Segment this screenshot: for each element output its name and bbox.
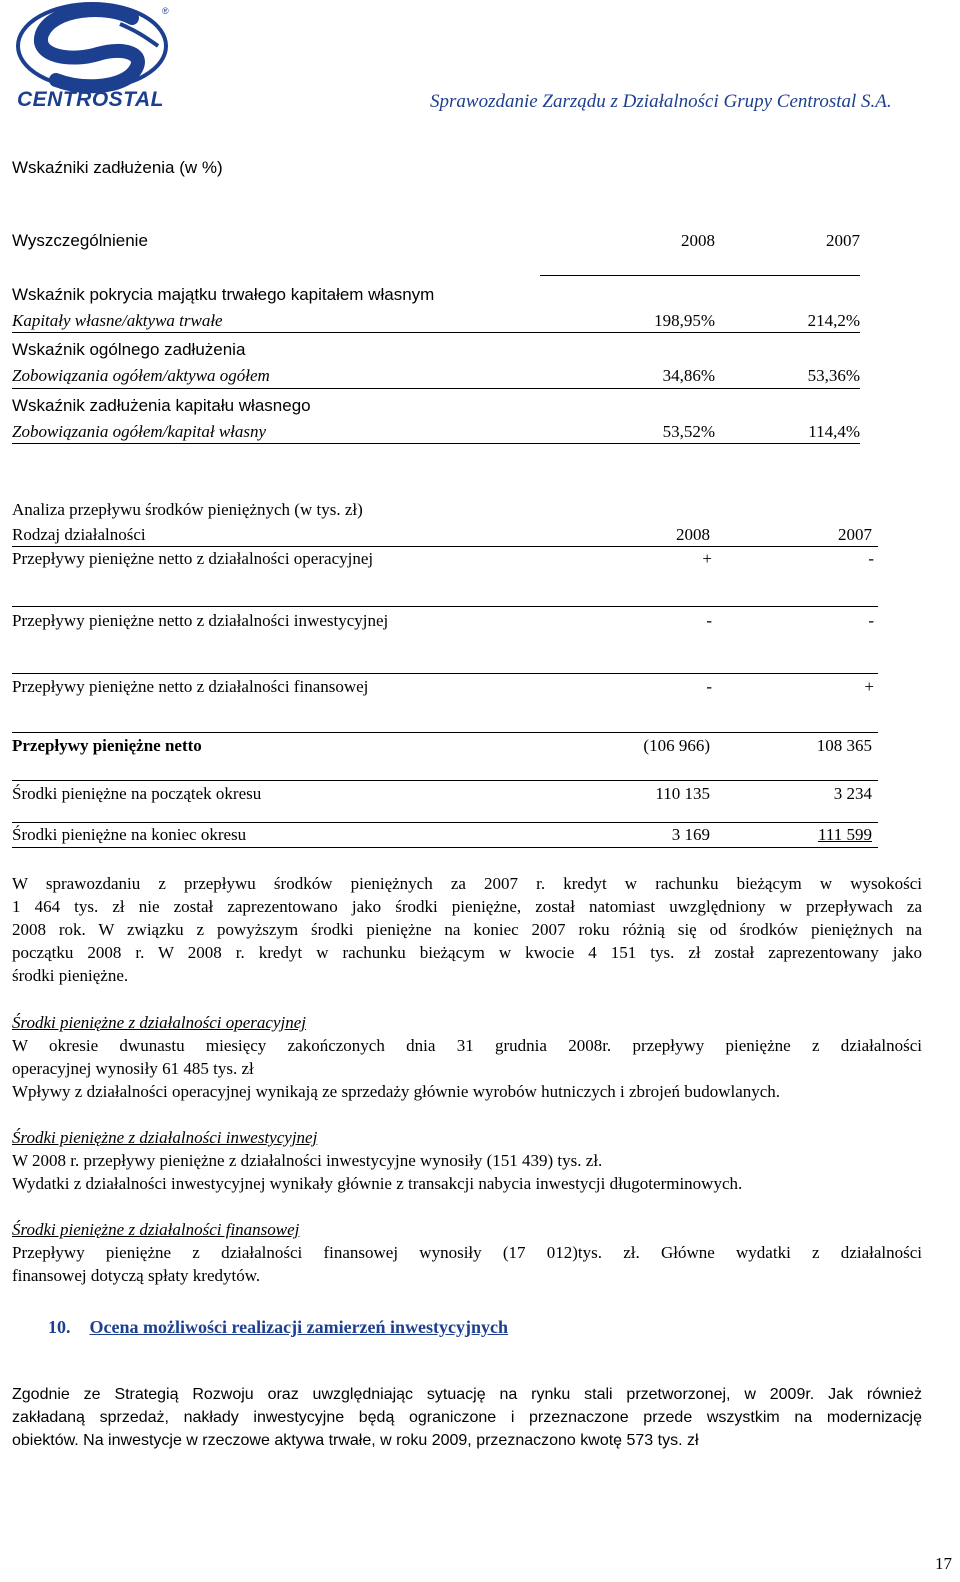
note-line: początku 2008 r. W 2008 r. kredyt w rachunku bieżącym w kwocie 4 151 tys. zł został zaprezentowany jako [12, 943, 922, 962]
cf-row-net-label: Przepływy pieniężne netto [12, 736, 202, 755]
cf-row-investing-label: Przepływy pieniężne netto z działalności inwestycyjnej [12, 611, 389, 630]
page-number: 17 [935, 1554, 952, 1573]
registered-mark: ® [162, 6, 169, 16]
cf-row-net-2007: 108 365 [816, 736, 872, 755]
debt-ratios-title: Wskaźniki zadłużenia (w %) [12, 158, 223, 177]
debt-row-rule [12, 443, 860, 444]
section-10-heading [48, 1317, 508, 1338]
debt-row-3-2007: 114,4% [808, 422, 860, 441]
note-line: środki pieniężne. [12, 966, 129, 985]
section-10-paragraph [12, 1383, 922, 1452]
investing-line: Wydatki z działalności inwestycyjnej wynikały głównie z transakcji nabycia inwestycji długoterminowych. [12, 1174, 743, 1193]
cf-row-rule [12, 780, 878, 781]
debt-row-3-2008: 53,52% [662, 422, 715, 441]
cash-flow-header-rule [12, 546, 878, 547]
cf-row-financing-label: Przepływy pieniężne netto z działalności finansowej [12, 677, 369, 696]
financing-line: Przepływy pieniężne z działalności finansowej wynosiły (17 012)tys. zł. Główne wydatki z działalności [12, 1243, 922, 1262]
cf-row-rule [12, 822, 878, 823]
report-title: Sprawozdanie Zarządu z Działalności Grupy Centrostal S.A. [430, 91, 892, 112]
operating-heading: Środki pieniężne z działalności operacyjnej [12, 1013, 306, 1032]
debt-row-2-name: Wskaźnik ogólnego zadłużenia [12, 340, 246, 359]
debt-row-3-formula: Zobowiązania ogółem/kapitał własny [12, 422, 267, 441]
cash-flow-year-2007: 2007 [838, 525, 872, 544]
debt-row-2-2007: 53,36% [807, 366, 860, 385]
cf-row-opening-2007: 3 234 [833, 784, 872, 803]
section-10-line: Zgodnie ze Strategią Rozwoju oraz uwzględniając sytuację na rynku stali przetworzonej, w 2009r. Jak również [12, 1386, 922, 1403]
operating-line: operacyjnej wynosiły 61 485 tys. zł [12, 1059, 254, 1078]
operating-section [12, 1011, 922, 1103]
note-line: W sprawozdaniu z przepływu środków pieniężnych za 2007 r. kredyt w rachunku bieżącym w wysokości [12, 874, 922, 893]
cf-row-rule [12, 847, 878, 848]
section-10-line: obiektów. Na inwestycje w rzeczowe aktywa trwałe, w roku 2009, przeznaczono kwotę 573 tys. zł [12, 1432, 699, 1449]
financing-section [12, 1218, 922, 1287]
cf-row-financing-2007: + [864, 677, 874, 696]
debt-row-1-2008: 198,95% [654, 311, 715, 330]
cf-row-operating-label: Przepływy pieniężne netto z działalności operacyjnej [12, 549, 374, 568]
debt-year-2008: 2008 [681, 231, 715, 250]
debt-row-3-name: Wskaźnik zadłużenia kapitału własnego [12, 396, 311, 415]
cf-row-investing-2007: - [868, 611, 874, 630]
debt-row-rule [12, 332, 860, 333]
cf-row-rule [12, 606, 878, 607]
operating-line-extra: Wpływy z działalności operacyjnej wynikają ze sprzedaży głównie wyrobów hutniczych i zbrojeń budowlanych. [12, 1082, 781, 1101]
cf-row-rule [12, 673, 878, 674]
cash-flow-header-label: Rodzaj działalności [12, 525, 146, 544]
cf-row-operating-2007: - [868, 549, 874, 568]
cf-row-operating-2008: + [702, 549, 712, 568]
investing-line: W 2008 r. przepływy pieniężne z działalności inwestycyjne wynosiły (151 439) tys. zł. [12, 1151, 603, 1170]
debt-row-1-formula: Kapitały własne/aktywa trwałe [12, 311, 223, 330]
financing-heading: Środki pieniężne z działalności finansowej [12, 1220, 300, 1239]
debt-row-2-formula: Zobowiązania ogółem/aktywa ogółem [12, 366, 270, 385]
cf-row-opening-label: Środki pieniężne na początek okresu [12, 784, 262, 803]
debt-row-1-2007: 214,2% [807, 311, 860, 330]
debt-row-2-2008: 34,86% [662, 366, 715, 385]
cf-row-opening-2008: 110 135 [655, 784, 710, 803]
debt-header-rule [540, 275, 860, 276]
cash-flow-year-2008: 2008 [676, 525, 710, 544]
section-10-number: 10. [48, 1317, 71, 1337]
cf-row-investing-2008: - [706, 611, 712, 630]
section-10-title: Ocena możliwości realizacji zamierzeń inwestycyjnych [89, 1317, 509, 1337]
investing-section [12, 1126, 922, 1195]
logo-text: CENTROSTAL [17, 88, 164, 111]
cf-row-closing-2008: 3 169 [671, 825, 710, 844]
cf-row-net-2008: (106 966) [643, 736, 710, 755]
cash-flow-title: Analiza przepływu środków pieniężnych (w tys. zł) [12, 500, 363, 519]
note-line: 1 464 tys. zł nie został zaprezentowano jako środki pieniężne, został natomiast uwzględniony w przepływach za [12, 897, 922, 916]
debt-year-2007: 2007 [826, 231, 860, 250]
cf-row-closing-2007: 111 599 [818, 825, 872, 844]
cf-row-rule [12, 732, 878, 733]
cf-row-financing-2008: - [706, 677, 712, 696]
financing-line: finansowej dotyczą spłaty kredytów. [12, 1266, 261, 1285]
debt-row-1-name: Wskaźnik pokrycia majątku trwałego kapitałem własnym [12, 285, 435, 304]
operating-line: W okresie dwunastu miesięcy zakończonych dnia 31 grudnia 2008r. przepływy pieniężne z działalności [12, 1036, 922, 1055]
investing-heading: Środki pieniężne z działalności inwestycyjnej [12, 1128, 318, 1147]
debt-row-rule [12, 388, 860, 389]
cash-flow-note-paragraph [12, 872, 922, 987]
debt-header-label: Wyszczególnienie [12, 231, 148, 250]
cf-row-closing-label: Środki pieniężne na koniec okresu [12, 825, 247, 844]
section-10-line: zakładaną sprzedaż, nakłady inwestycyjne będą ograniczone i przeznaczone przede wszystkim na modernizację [12, 1409, 922, 1426]
note-line: 2008 rok. W związku z powyższym środki pieniężne na koniec 2007 roku różnią się od środków pieniężnych na [12, 920, 922, 939]
